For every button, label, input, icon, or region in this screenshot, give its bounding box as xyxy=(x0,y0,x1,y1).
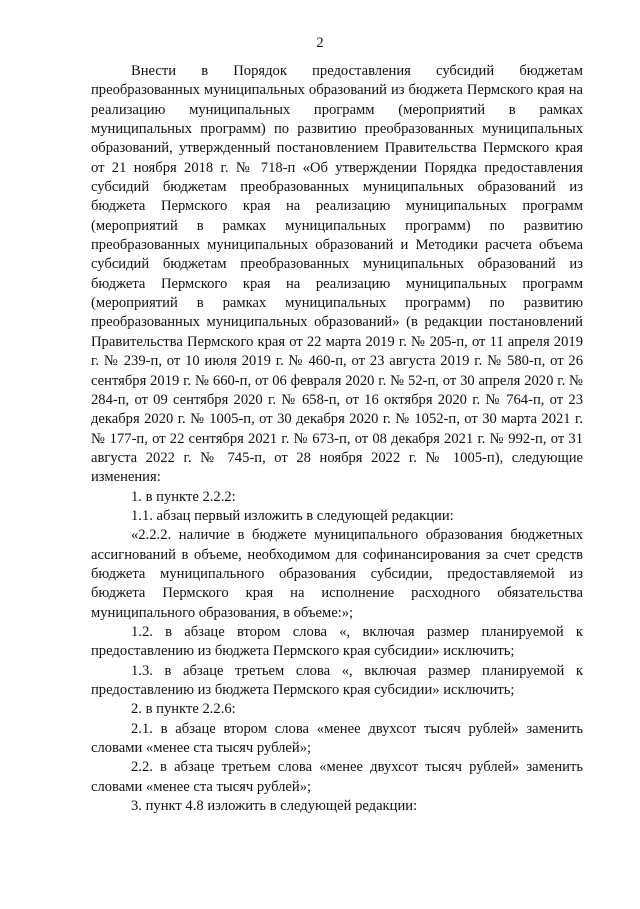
paragraph-amendment-intro: Внести в Порядок предоставления субсидий бюджетам преобразованных муниципальных образований из бюджета Пермского края на реализацию муниципальных программ (мероприятий в рамках муниципальных программ) по развитию преобразованных муниципальных образований, утвержденный постановлением Правительства Пермского края от 21 ноября 2018 г. № 718-п «Об утверждении Порядка предоставления субсидий бюджетам преобразованных муниципальных образований из бюджета Пермского края на реализацию муниципальных программ (мероприятий в рамках муниципальных программ) по развитию преобразованных муниципальных образований и Методики расчета объема субсидий бюджетам преобразованных муниципальных образований из бюджета Пермского края на реализацию муниципальных программ (мероприятий в рамках муниципальных программ) по развитию преобразованных муниципальных образований» (в редакции постановлений Правительства Пермского края от 22 марта 2019 г. № 205-п, от 11 апреля 2019 г. № 239-п, от 10 июля 2019 г. № 460-п, от 23 августа 2019 г. № 580-п, от 26 сентября 2019 г. № 660-п, от 06 февраля 2020 г. № 52-п, от 30 апреля 2020 г. № 284-п, от 09 сентября 2020 г. № 658-п, от 16 октября 2020 г. № 764-п, от 23 декабря 2020 г. № 1005-п, от 30 декабря 2020 г. № 1052-п, от 30 марта 2021 г. № 177-п, от 22 сентября 2021 г. № 673-п, от 08 декабря 2021 г. № 992-п, от 31 августа 2022 г. № 745-п, от 28 ноября 2022 г. № 1005-п), следующие изменения: xyxy=(91,63,583,486)
paragraph-item-1-3: 1.3. в абзаце третьем слова «, включая размер планируемой к предоставлению из бюджета Пермского края субсидии» исключить; xyxy=(91,662,583,698)
paragraph-quoted-2-2-2: «2.2.2. наличие в бюджете муниципального образования бюджетных ассигнований в объеме, необходимом для софинансирования за счет средств бюджета муниципального образования субсидии, предоставляемой из бюджета Пермского края на исполнение расходного обязательства муниципального образования, в объеме:»; xyxy=(91,527,583,621)
page-number: 2 xyxy=(316,35,324,51)
paragraph-item-3: 3. пункт 4.8 изложить в следующей редакции: xyxy=(131,798,418,815)
paragraph-item-1: 1. в пункте 2.2.2: xyxy=(131,488,236,505)
paragraph-item-1-2: 1.2. в абзаце втором слова «, включая размер планируемой к предоставлению из бюджета Пермского края субсидии» исключить; xyxy=(91,623,583,660)
document-body xyxy=(91,62,583,816)
paragraph-item-1-1: 1.1. абзац первый изложить в следующей редакции: xyxy=(131,507,454,524)
paragraph-item-2-2: 2.2. в абзаце третьем слова «менее двухсот тысяч рублей» заменить словами «менее ста тысяч рублей»; xyxy=(91,759,583,795)
paragraph-item-2-1: 2.1. в абзаце втором слова «менее двухсот тысяч рублей» заменить словами «менее ста тысяч рублей»; xyxy=(91,720,583,757)
paragraph-item-2: 2. в пункте 2.2.6: xyxy=(131,701,236,718)
